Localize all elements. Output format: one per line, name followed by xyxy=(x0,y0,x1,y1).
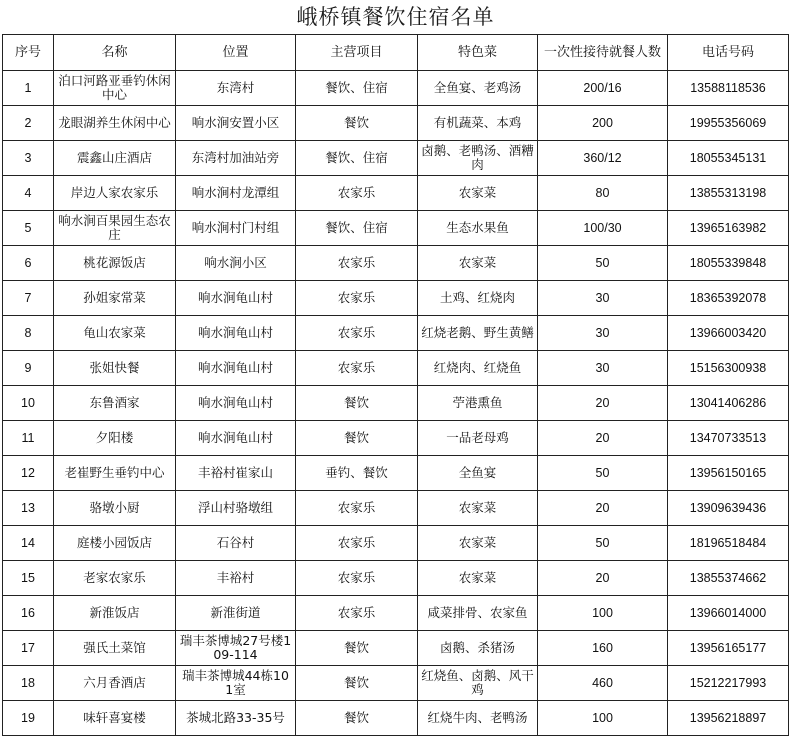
cell-capacity: 30 xyxy=(538,281,668,316)
cell-location: 响水涧小区 xyxy=(176,246,296,281)
cell-no: 15 xyxy=(3,561,54,596)
header-dishes: 特色菜 xyxy=(418,35,538,71)
cell-location: 响水涧龟山村 xyxy=(176,281,296,316)
cell-name: 桃花源饭店 xyxy=(54,246,176,281)
cell-dishes: 红烧老鹅、野生黄鳝 xyxy=(418,316,538,351)
cell-location: 丰裕村 xyxy=(176,561,296,596)
table-row xyxy=(3,526,789,561)
header-capacity: 一次性接待就餐人数 xyxy=(538,35,668,71)
header-phone: 电话号码 xyxy=(668,35,789,71)
cell-no: 4 xyxy=(3,176,54,211)
cell-location: 瑞丰茶博城44栋101室 xyxy=(176,666,296,701)
cell-business: 农家乐 xyxy=(296,561,418,596)
table-row xyxy=(3,211,789,246)
table-row xyxy=(3,246,789,281)
cell-dishes: 全鱼宴 xyxy=(418,456,538,491)
cell-name: 东鲁酒家 xyxy=(54,386,176,421)
cell-phone: 13470733513 xyxy=(668,421,789,456)
cell-location: 东湾村 xyxy=(176,71,296,106)
cell-dishes: 咸菜排骨、农家鱼 xyxy=(418,596,538,631)
table-row xyxy=(3,456,789,491)
restaurant-table xyxy=(2,34,789,736)
cell-no: 10 xyxy=(3,386,54,421)
cell-no: 3 xyxy=(3,141,54,176)
cell-no: 8 xyxy=(3,316,54,351)
header-business: 主营项目 xyxy=(296,35,418,71)
cell-phone: 13855313198 xyxy=(668,176,789,211)
cell-capacity: 200 xyxy=(538,106,668,141)
header-row xyxy=(3,35,789,71)
table-row xyxy=(3,596,789,631)
cell-business: 农家乐 xyxy=(296,246,418,281)
cell-no: 7 xyxy=(3,281,54,316)
cell-no: 12 xyxy=(3,456,54,491)
header-no: 序号 xyxy=(3,35,54,71)
cell-business: 农家乐 xyxy=(296,526,418,561)
cell-phone: 18196518484 xyxy=(668,526,789,561)
cell-location: 响水涧村门村组 xyxy=(176,211,296,246)
cell-dishes: 农家菜 xyxy=(418,491,538,526)
cell-phone: 15156300938 xyxy=(668,351,789,386)
cell-business: 餐饮 xyxy=(296,666,418,701)
cell-dishes: 红烧鱼、卤鹅、风干鸡 xyxy=(418,666,538,701)
cell-capacity: 50 xyxy=(538,526,668,561)
cell-name: 六月香酒店 xyxy=(54,666,176,701)
cell-name: 新淮饭店 xyxy=(54,596,176,631)
header-location: 位置 xyxy=(176,35,296,71)
cell-business: 餐饮 xyxy=(296,631,418,666)
cell-dishes: 有机蔬菜、本鸡 xyxy=(418,106,538,141)
cell-capacity: 160 xyxy=(538,631,668,666)
cell-no: 16 xyxy=(3,596,54,631)
cell-phone: 13966014000 xyxy=(668,596,789,631)
cell-phone: 13909639436 xyxy=(668,491,789,526)
cell-capacity: 50 xyxy=(538,246,668,281)
cell-business: 餐饮 xyxy=(296,701,418,736)
table-row xyxy=(3,631,789,666)
cell-capacity: 30 xyxy=(538,316,668,351)
cell-dishes: 苧港熏鱼 xyxy=(418,386,538,421)
cell-name: 龙眼湖养生休闲中心 xyxy=(54,106,176,141)
cell-name: 强氏土菜馆 xyxy=(54,631,176,666)
cell-dishes: 全鱼宴、老鸡汤 xyxy=(418,71,538,106)
cell-phone: 13956150165 xyxy=(668,456,789,491)
cell-location: 茶城北路33-35号 xyxy=(176,701,296,736)
cell-business: 餐饮、住宿 xyxy=(296,71,418,106)
cell-business: 农家乐 xyxy=(296,596,418,631)
cell-location: 响水涧龟山村 xyxy=(176,421,296,456)
table-row xyxy=(3,666,789,701)
cell-name: 龟山农家菜 xyxy=(54,316,176,351)
table-row xyxy=(3,491,789,526)
cell-dishes: 土鸡、红烧肉 xyxy=(418,281,538,316)
table-row xyxy=(3,316,789,351)
cell-phone: 13966003420 xyxy=(668,316,789,351)
cell-no: 2 xyxy=(3,106,54,141)
cell-location: 浮山村骆墩组 xyxy=(176,491,296,526)
cell-name: 泊口河路亚垂钓休闲中心 xyxy=(54,71,176,106)
cell-capacity: 100 xyxy=(538,701,668,736)
cell-location: 石谷村 xyxy=(176,526,296,561)
cell-name: 孙姐家常菜 xyxy=(54,281,176,316)
cell-capacity: 100/30 xyxy=(538,211,668,246)
cell-business: 餐饮、住宿 xyxy=(296,141,418,176)
cell-location: 瑞丰茶博城27号楼109-114 xyxy=(176,631,296,666)
header-name: 名称 xyxy=(54,35,176,71)
cell-name: 老家农家乐 xyxy=(54,561,176,596)
cell-phone: 13855374662 xyxy=(668,561,789,596)
cell-business: 餐饮 xyxy=(296,421,418,456)
cell-phone: 13956165177 xyxy=(668,631,789,666)
page-title: 峨桥镇餐饮住宿名单 xyxy=(296,5,495,29)
cell-no: 6 xyxy=(3,246,54,281)
cell-phone: 15212217993 xyxy=(668,666,789,701)
cell-no: 13 xyxy=(3,491,54,526)
cell-name: 庭楼小园饭店 xyxy=(54,526,176,561)
cell-capacity: 20 xyxy=(538,561,668,596)
cell-phone: 18365392078 xyxy=(668,281,789,316)
cell-phone: 18055339848 xyxy=(668,246,789,281)
cell-location: 响水涧龟山村 xyxy=(176,316,296,351)
cell-dishes: 红烧肉、红烧鱼 xyxy=(418,351,538,386)
table-row xyxy=(3,561,789,596)
cell-no: 14 xyxy=(3,526,54,561)
cell-phone: 13956218897 xyxy=(668,701,789,736)
cell-business: 餐饮、住宿 xyxy=(296,211,418,246)
cell-location: 新淮街道 xyxy=(176,596,296,631)
cell-no: 18 xyxy=(3,666,54,701)
cell-business: 农家乐 xyxy=(296,351,418,386)
cell-dishes: 一品老母鸡 xyxy=(418,421,538,456)
cell-capacity: 20 xyxy=(538,386,668,421)
cell-name: 夕阳楼 xyxy=(54,421,176,456)
table-row xyxy=(3,701,789,736)
cell-dishes: 红烧牛肉、老鸭汤 xyxy=(418,701,538,736)
cell-location: 东湾村加油站旁 xyxy=(176,141,296,176)
cell-capacity: 30 xyxy=(538,351,668,386)
cell-business: 垂钓、餐饮 xyxy=(296,456,418,491)
cell-location: 响水涧村龙潭组 xyxy=(176,176,296,211)
cell-dishes: 农家菜 xyxy=(418,526,538,561)
cell-phone: 13588118536 xyxy=(668,71,789,106)
table-row xyxy=(3,106,789,141)
cell-no: 11 xyxy=(3,421,54,456)
cell-location: 响水涧龟山村 xyxy=(176,386,296,421)
cell-business: 农家乐 xyxy=(296,491,418,526)
cell-name: 响水涧百果园生态农庄 xyxy=(54,211,176,246)
table-row xyxy=(3,71,789,106)
cell-capacity: 20 xyxy=(538,491,668,526)
cell-phone: 19955356069 xyxy=(668,106,789,141)
cell-name: 震鑫山庄酒店 xyxy=(54,141,176,176)
cell-capacity: 200/16 xyxy=(538,71,668,106)
cell-business: 餐饮 xyxy=(296,106,418,141)
table-row xyxy=(3,141,789,176)
cell-name: 老崔野生垂钓中心 xyxy=(54,456,176,491)
cell-name: 张姐快餐 xyxy=(54,351,176,386)
table-row xyxy=(3,281,789,316)
cell-dishes: 卤鹅、老鸭汤、酒糟肉 xyxy=(418,141,538,176)
cell-phone: 18055345131 xyxy=(668,141,789,176)
cell-capacity: 100 xyxy=(538,596,668,631)
cell-name: 骆墩小厨 xyxy=(54,491,176,526)
cell-dishes: 农家菜 xyxy=(418,176,538,211)
cell-business: 农家乐 xyxy=(296,281,418,316)
cell-capacity: 460 xyxy=(538,666,668,701)
table-row xyxy=(3,421,789,456)
cell-no: 5 xyxy=(3,211,54,246)
cell-dishes: 卤鹅、杀猪汤 xyxy=(418,631,538,666)
cell-no: 9 xyxy=(3,351,54,386)
cell-dishes: 生态水果鱼 xyxy=(418,211,538,246)
cell-name: 味轩喜宴楼 xyxy=(54,701,176,736)
cell-no: 19 xyxy=(3,701,54,736)
cell-business: 农家乐 xyxy=(296,176,418,211)
table-row xyxy=(3,386,789,421)
cell-name: 岸边人家农家乐 xyxy=(54,176,176,211)
cell-phone: 13965163982 xyxy=(668,211,789,246)
cell-no: 1 xyxy=(3,71,54,106)
table-row xyxy=(3,176,789,211)
cell-capacity: 80 xyxy=(538,176,668,211)
cell-business: 餐饮 xyxy=(296,386,418,421)
cell-capacity: 20 xyxy=(538,421,668,456)
cell-phone: 13041406286 xyxy=(668,386,789,421)
cell-location: 响水涧龟山村 xyxy=(176,351,296,386)
cell-capacity: 360/12 xyxy=(538,141,668,176)
cell-business: 农家乐 xyxy=(296,316,418,351)
table-row xyxy=(3,351,789,386)
cell-location: 响水涧安置小区 xyxy=(176,106,296,141)
cell-no: 17 xyxy=(3,631,54,666)
cell-location: 丰裕村崔家山 xyxy=(176,456,296,491)
cell-dishes: 农家菜 xyxy=(418,561,538,596)
cell-dishes: 农家菜 xyxy=(418,246,538,281)
cell-capacity: 50 xyxy=(538,456,668,491)
